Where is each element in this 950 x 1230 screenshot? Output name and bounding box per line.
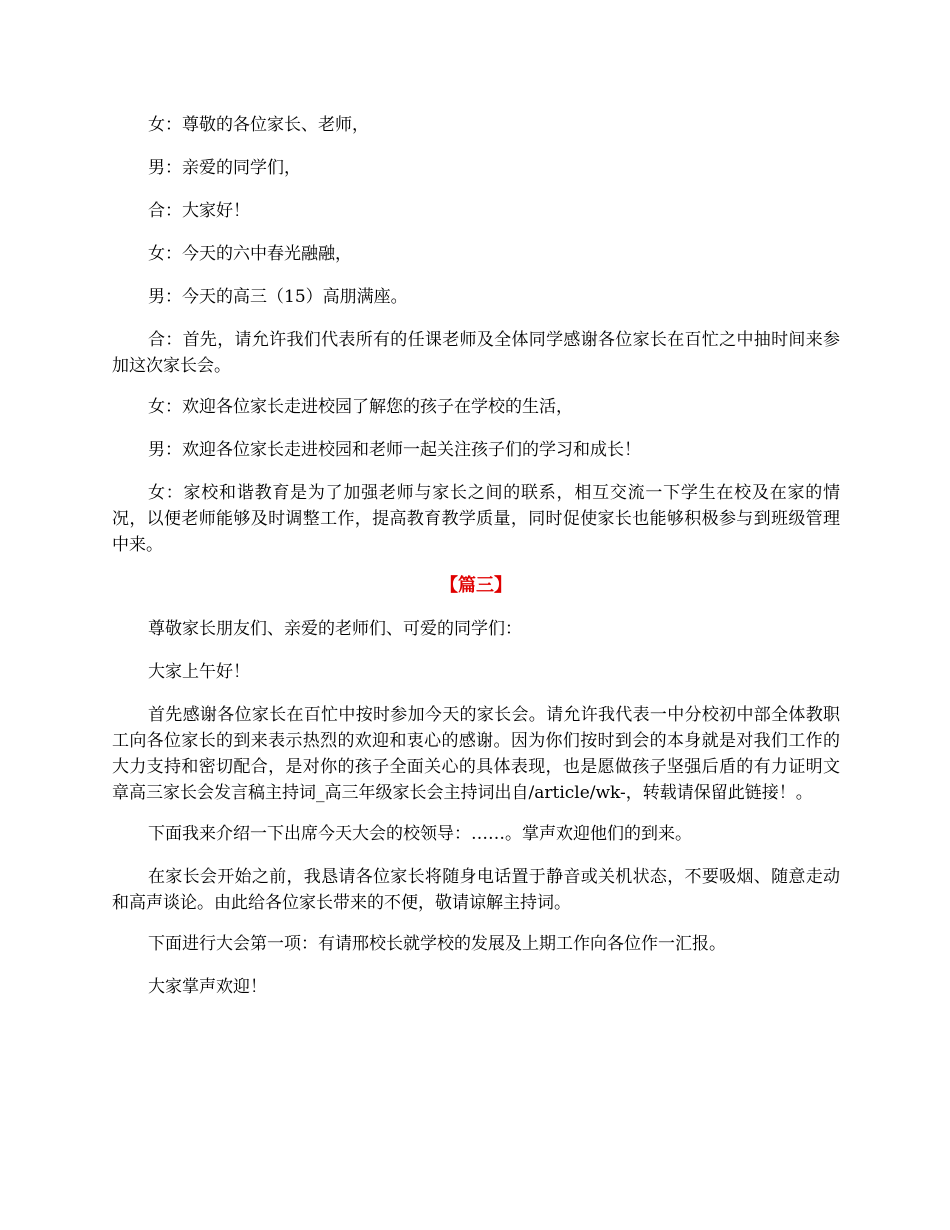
paragraph: 合：首先，请允许我们代表所有的任课老师及全体同学感谢各位家长在百忙之中抽时间来参加这次家长会。 xyxy=(112,330,840,376)
paragraph: 女：尊敬的各位家长、老师， xyxy=(148,115,369,135)
paragraph: 大家掌声欢迎！ xyxy=(148,977,267,997)
paragraph: 下面我来介绍一下出席今天大会的校领导：……。掌声欢迎他们的到来。 xyxy=(148,824,692,844)
document-page xyxy=(112,112,840,1017)
paragraph: 下面进行大会第一项：有请邢校长就学校的发展及上期工作向各位作一汇报。 xyxy=(148,934,726,954)
paragraph: 女：今天的六中春光融融， xyxy=(148,244,352,264)
paragraph: 在家长会开始之前，我恳请各位家长将随身电话置于静音或关机状态，不要吸烟、随意走动和高声谈论。由此给各位家长带来的不便，敬请谅解主持词。 xyxy=(112,867,840,913)
paragraph: 尊敬家长朋友们、亲爱的老师们、可爱的同学们： xyxy=(148,619,522,639)
paragraph: 大家上午好！ xyxy=(148,662,250,682)
paragraph: 男：今天的高三（15）高朋满座。 xyxy=(148,287,408,307)
section-heading: 【篇三】 xyxy=(440,575,512,596)
paragraph: 女：欢迎各位家长走进校园了解您的孩子在学校的生活， xyxy=(148,397,573,417)
paragraph: 女：家校和谐教育是为了加强老师与家长之间的联系，相互交流一下学生在校及在家的情况，以便老师能够及时调整工作，提高教育教学质量，同时促使家长也能够积极参与到班级管理中来。 xyxy=(112,483,840,555)
paragraph: 合：大家好！ xyxy=(148,201,250,221)
paragraph: 男：亲爱的同学们， xyxy=(148,158,301,178)
paragraph: 首先感谢各位家长在百忙中按时参加今天的家长会。请允许我代表一中分校初中部全体教职工向各位家长的到来表示热烈的欢迎和衷心的感谢。因为你们按时到会的本身就是对我们工作的大力支持和密切配合，是对你的孩子全面关心的具体表现，也是愿做孩子坚强后盾的有力证明文章高三家长会发言稿主持词_高三年级家长会主持词出自/article/wk-，转载请保留此链接！。 xyxy=(112,705,840,803)
paragraph: 男：欢迎各位家长走进校园和老师一起关注孩子们的学习和成长！ xyxy=(148,440,641,460)
